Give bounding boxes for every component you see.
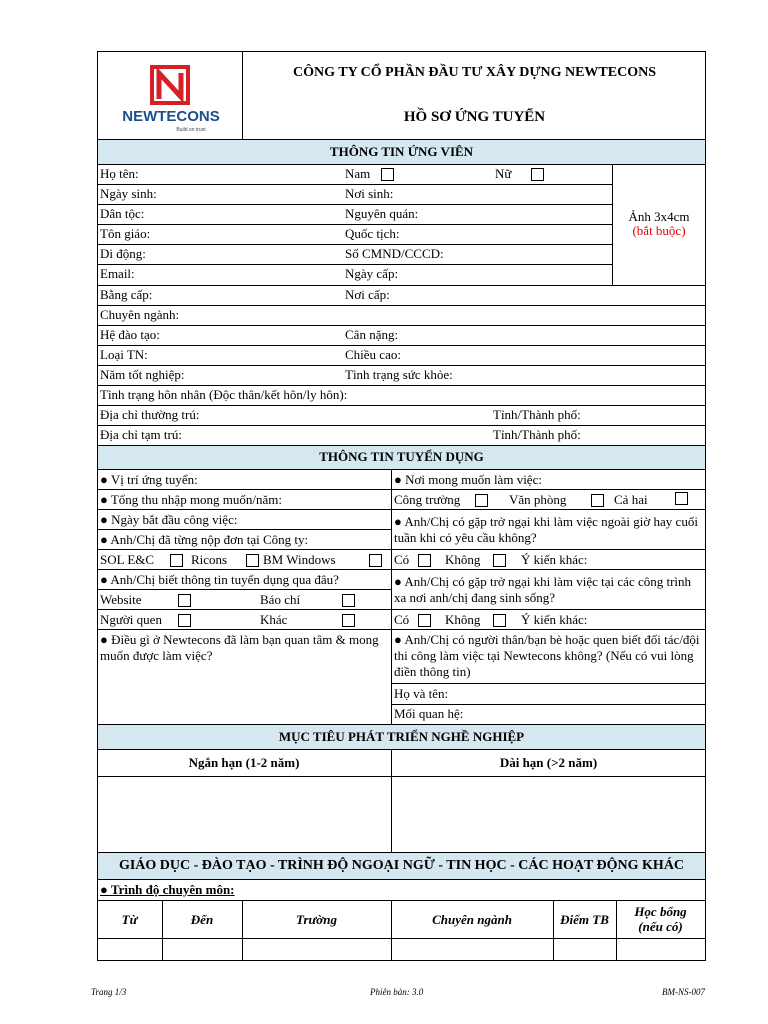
photo-label: Ảnh 3x4cm: [628, 209, 690, 224]
label-ricons: Ricons: [191, 552, 228, 567]
label-rel-relation: Mối quan hệ:: [394, 706, 464, 721]
label-id-no: Số CMND/CCCD:: [345, 246, 444, 261]
footer-code: BM-NS-007: [662, 987, 705, 997]
label-both: Cả hai: [614, 492, 648, 507]
label-far-no: Không: [445, 612, 481, 627]
label-far-other: Ý kiến khác:: [521, 612, 588, 627]
edu-col-from: Từ: [121, 912, 138, 927]
label-health: Tình trạng sức khỏe:: [345, 367, 453, 382]
label-site: Công trường: [394, 492, 461, 507]
edu-col-to: Đến: [190, 912, 214, 927]
checkbox-overtime-no[interactable]: [493, 554, 506, 567]
label-temp-addr: Địa chỉ tạm trú:: [100, 427, 182, 442]
checkbox-ricons[interactable]: [246, 554, 259, 567]
label-referral: Người quen: [100, 612, 162, 627]
label-press: Báo chí: [260, 592, 301, 607]
label-email: Email:: [100, 266, 135, 281]
label-workplace: ● Nơi mong muốn làm việc:: [394, 472, 542, 487]
label-bm: BM Windows: [263, 552, 336, 567]
edu-col-scholarship-note: (nếu có): [638, 919, 683, 934]
label-expertise: ● Trình độ chuyên môn:: [100, 882, 235, 897]
checkbox-far-yes[interactable]: [418, 614, 431, 627]
label-temp-city: Tỉnh/Thành phố:: [493, 427, 581, 442]
career-long-header: Dài hạn (>2 năm): [499, 755, 598, 770]
label-start: ● Ngày bắt đầu công việc:: [100, 512, 238, 527]
label-marital: Tình trạng hôn nhân (Độc thân/kết hôn/ly hôn):: [100, 387, 348, 402]
checkbox-bm[interactable]: [369, 554, 382, 567]
label-ethnic: Dân tộc:: [100, 206, 145, 221]
edu-col-school: Trường: [295, 912, 337, 927]
label-perm-city: Tỉnh/Thành phố:: [493, 407, 581, 422]
label-relative-q: ● Anh/Chị có người thân/bạn bè hoặc quen biết đối tác/đội thi công làm việc tại Newtecons không? (Nếu có vui lòng điền thông tin): [394, 632, 700, 679]
checkbox-site[interactable]: [475, 494, 488, 507]
label-position: ● Vị trí ứng tuyển:: [100, 472, 198, 487]
label-far-q: ● Anh/Chị có gặp trở ngại khi làm việc tại các công trình xa nơi anh/chị đang sinh sống?: [394, 574, 692, 605]
label-overtime-yes: Có: [394, 552, 410, 567]
footer-page: Trang 1/3: [91, 987, 127, 997]
label-interest: ● Điều gì ở Newtecons đã làm bạn quan tâm & mong muốn được làm việc?: [100, 632, 379, 663]
checkbox-far-no[interactable]: [493, 614, 506, 627]
logo-text: NEWTECONS: [122, 108, 220, 125]
edu-col-scholarship: Học bổng: [634, 904, 687, 919]
checkbox-female[interactable]: [531, 168, 544, 181]
label-rel-name: Họ và tên:: [394, 686, 449, 701]
photo-note: (bắt buộc): [632, 223, 686, 238]
label-hometown: Nguyên quán:: [345, 206, 419, 221]
section-title-career: MỤC TIÊU PHÁT TRIỂN NGHỀ NGHIỆP: [278, 729, 525, 744]
section-title-candidate: THÔNG TIN ỨNG VIÊN: [329, 144, 474, 159]
edu-col-gpa: Điểm TB: [560, 912, 609, 927]
label-grade: Loại TN:: [100, 347, 148, 362]
footer-version: Phiên bản: 3.0: [370, 987, 424, 997]
label-major: Chuyên ngành:: [100, 307, 180, 322]
checkbox-referral[interactable]: [178, 614, 191, 627]
label-male: Nam: [345, 166, 371, 181]
logo-tagline: Build on trust: [176, 127, 206, 133]
company-name: CÔNG TY CỔ PHẦN ĐẦU TƯ XÂY DỰNG NEWTECONS: [293, 65, 656, 80]
career-short-header: Ngắn hạn (1-2 năm): [188, 755, 300, 770]
label-religion: Tôn giáo:: [100, 226, 151, 241]
label-applied: ● Anh/Chị đã từng nộp đơn tại Công ty:: [100, 532, 309, 547]
checkbox-website[interactable]: [178, 594, 191, 607]
label-other-source: Khác: [260, 612, 288, 627]
newtecons-logo: [113, 65, 231, 135]
label-income: ● Tổng thu nhập mong muốn/năm:: [100, 492, 283, 507]
checkbox-both[interactable]: [675, 492, 688, 505]
label-training: Hệ đào tạo:: [100, 327, 160, 342]
label-overtime-q: ● Anh/Chị có gặp trở ngại khi làm việc ngoài giờ hay cuối tuần khi có yêu cầu không?: [394, 514, 698, 545]
label-weight: Cân nặng:: [345, 327, 399, 342]
label-name: Họ tên:: [100, 166, 139, 181]
section-title-education: GIÁO DỤC - ĐÀO TẠO - TRÌNH ĐỘ NGOẠI NGỮ - TIN HỌC - CÁC HOẠT ĐỘNG KHÁC: [118, 858, 685, 873]
label-office: Văn phòng: [509, 492, 567, 507]
application-form: [97, 51, 706, 961]
label-pob: Nơi sinh:: [345, 186, 394, 201]
checkbox-office[interactable]: [591, 494, 604, 507]
label-overtime-other: Ý kiến khác:: [521, 552, 588, 567]
checkbox-other-source[interactable]: [342, 614, 355, 627]
label-overtime-no: Không: [445, 552, 481, 567]
checkbox-press[interactable]: [342, 594, 355, 607]
label-issue-place: Nơi cấp:: [345, 287, 390, 302]
label-female: Nữ: [495, 166, 512, 181]
label-height: Chiều cao:: [345, 347, 401, 362]
label-far-yes: Có: [394, 612, 410, 627]
label-grad-year: Năm tốt nghiệp:: [100, 367, 185, 382]
label-source: ● Anh/Chị biết thông tin tuyển dụng qua đâu?: [100, 572, 339, 587]
label-issue-date: Ngày cấp:: [345, 266, 399, 281]
checkbox-male[interactable]: [381, 168, 394, 181]
label-dob: Ngày sinh:: [100, 186, 157, 201]
label-mobile: Di động:: [100, 246, 146, 261]
form-title: HỒ SƠ ỨNG TUYỂN: [403, 109, 546, 125]
label-perm-addr: Địa chỉ thường trú:: [100, 407, 200, 422]
checkbox-sol[interactable]: [170, 554, 183, 567]
edu-col-major: Chuyên ngành: [432, 912, 512, 927]
label-nationality: Quốc tịch:: [345, 226, 400, 241]
label-sol: SOL E&C: [100, 552, 155, 567]
label-website: Website: [100, 592, 142, 607]
label-degree: Bằng cấp:: [100, 287, 153, 302]
section-title-recruit: THÔNG TIN TUYỂN DỤNG: [319, 449, 484, 464]
checkbox-overtime-yes[interactable]: [418, 554, 431, 567]
